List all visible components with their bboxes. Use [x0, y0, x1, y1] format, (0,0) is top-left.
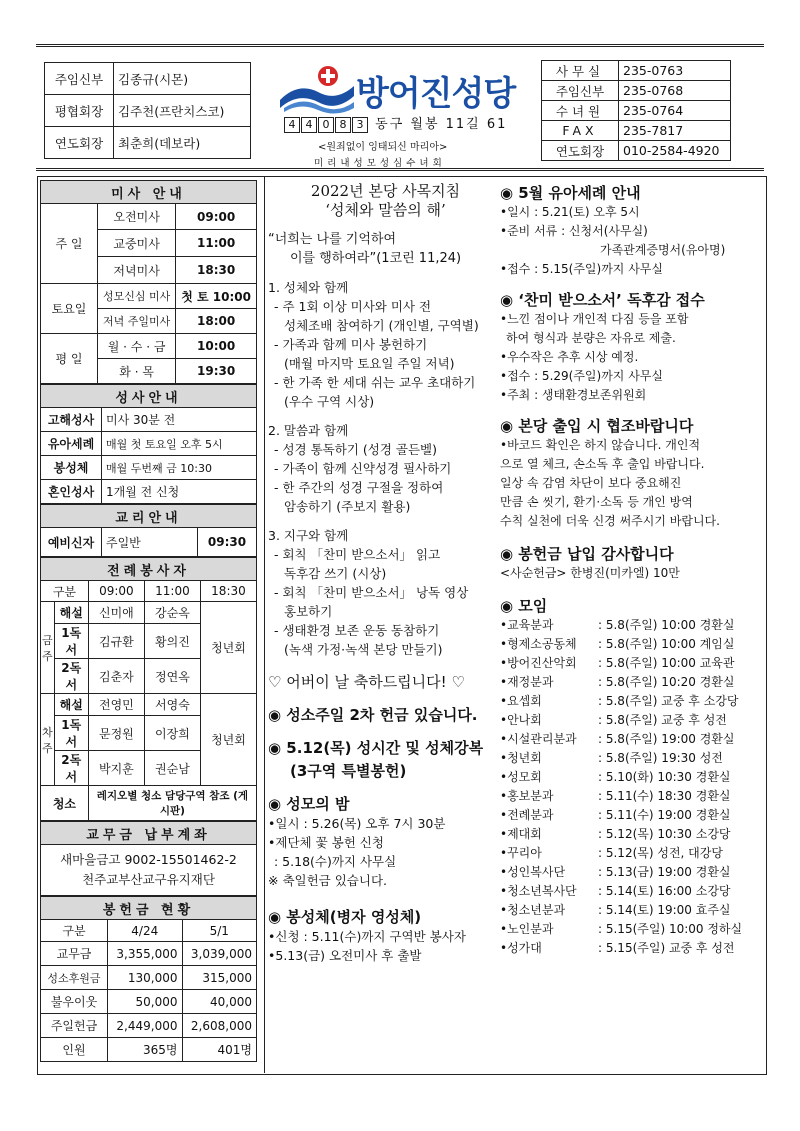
info-line: : 5.18(수)까지 사무실 — [274, 854, 397, 869]
offering-value: 365명 — [108, 1038, 183, 1062]
info-line: 가족관계증명서(유아명) — [600, 243, 726, 257]
sacrament-table — [40, 384, 257, 504]
servers-head: 구분 — [41, 581, 89, 602]
info-line: 으로 열 체크, 손소독 후 출입 바랍니다. — [500, 457, 705, 471]
sacrament-value: 매월 두번째 금 10:30 — [102, 456, 257, 480]
section-heading: 2. 말씀과 함께 — [268, 423, 349, 438]
meeting-row — [500, 692, 760, 711]
thanks-heading: ◉ 봉헌금 납입 감사합니다 — [500, 545, 674, 563]
meeting-info: : 5.11(수) 19:00 경환실 — [598, 808, 731, 822]
mass-name: 저녁 주일미사 — [98, 309, 176, 334]
meeting-row — [500, 939, 760, 958]
meeting-row — [500, 654, 760, 673]
meeting-info: : 5.10(화) 10:30 경환실 — [598, 770, 731, 784]
offering-name: 성소후원금 — [41, 966, 108, 990]
info-line: •접수 : 5.29(주일)까지 사무실 — [500, 369, 663, 383]
meeting-row — [500, 730, 760, 749]
list-item: (매월 마지막 토요일 주일 저녁) — [284, 356, 455, 371]
info-line: <사순헌금> 한병진(미카엘) 10만 — [500, 566, 680, 580]
meeting-name: •청소년복사단 — [500, 884, 577, 898]
essay-heading: ◉ ‘찬미 받으소서’ 독후감 접수 — [500, 291, 705, 309]
offering-table — [40, 896, 257, 1062]
info-line: •바코드 확인은 하지 않습니다. 개인적 — [500, 438, 701, 452]
offering-head: 4/24 — [108, 920, 183, 942]
mass-name: 월 · 수 · 금 — [98, 334, 176, 359]
meeting-name: •안나회 — [500, 713, 542, 727]
meeting-info: : 5.8(주일) 10:00 계임실 — [598, 637, 735, 651]
meeting-name: •재정분과 — [500, 675, 554, 689]
offering-name: 인원 — [41, 1038, 108, 1062]
header-key: 주임신부 — [45, 63, 114, 95]
meeting-row — [500, 920, 760, 939]
meeting-info: : 5.8(주일) 10:00 교육관 — [598, 656, 735, 670]
catechism-title: 교리안내 — [41, 505, 257, 528]
parents-day-notice: ♡ 어버이 날 축하드립니다! ♡ — [268, 673, 465, 691]
offering-name: 주일헌금 — [41, 1014, 108, 1038]
contact-key: 사무실 — [542, 61, 619, 81]
info-line: •주최 : 생태환경보존위원회 — [500, 388, 647, 402]
meeting-name: •홍보분과 — [500, 789, 554, 803]
server-name: 권순남 — [144, 751, 200, 786]
section-list — [268, 545, 503, 659]
meeting-name: •방어진산악회 — [500, 656, 577, 670]
server-name: 서영숙 — [144, 694, 200, 716]
zip-code — [284, 117, 375, 132]
meeting-row — [500, 863, 760, 882]
offering-value: 3,355,000 — [108, 942, 183, 966]
meeting-row — [500, 768, 760, 787]
catechism-table — [40, 504, 257, 557]
meeting-name: •전례분과 — [500, 808, 554, 822]
list-item: 홍보하기 — [284, 604, 333, 619]
contact-value: 235-0764 — [619, 101, 731, 121]
parish-logo — [278, 64, 528, 114]
meeting-name: •청소년분과 — [500, 903, 566, 917]
right-column — [500, 180, 760, 958]
server-name: 박지훈 — [88, 751, 144, 786]
meeting-name: •꾸리아 — [500, 846, 542, 860]
sacrament-value: 1개월 전 신청 — [102, 480, 257, 504]
offering-value: 315,000 — [182, 966, 257, 990]
sacrament-title: 성사안내 — [41, 385, 257, 408]
catechism-name: 예비신자 — [41, 528, 102, 557]
catechism-value: 주일반 — [102, 528, 198, 557]
meeting-info: : 5.8(주일) 10:20 경환실 — [598, 675, 735, 689]
list-item: (우수 구역 시상) — [284, 394, 375, 409]
server-role: 1독서 — [54, 624, 88, 659]
server-evening: 청년회 — [200, 602, 256, 694]
server-role: 2독서 — [54, 751, 88, 786]
sunday-label: 주 일 — [41, 204, 98, 284]
meeting-name: •요셉회 — [500, 694, 542, 708]
sacrament-name: 봉성체 — [41, 456, 102, 480]
holy-hour-notice: ◉ 5.12(목) 성시간 및 성체강복 — [268, 739, 484, 757]
server-name: 김규환 — [88, 624, 144, 659]
address: 동구 월봉 11길 61 — [375, 117, 508, 132]
meeting-info: : 5.8(주일) 교중 후 성전 — [598, 713, 727, 727]
left-column — [40, 180, 257, 1062]
mass-time: 09:00 — [176, 204, 257, 230]
contact-key: 수녀원 — [542, 101, 619, 121]
account-line: 새마을금고 9002-15501462-2 — [60, 852, 237, 867]
quote-line: 이를 행하여라”(1코린 11,24) — [290, 251, 462, 266]
server-evening: 청년회 — [200, 694, 256, 786]
zip-digit: 3 — [352, 117, 368, 133]
meeting-info: : 5.15(주일) 교중 후 성전 — [598, 941, 735, 955]
mass-time: 10:00 — [176, 334, 257, 359]
contact-key: 연도회장 — [542, 141, 619, 161]
info-line: •우수작은 추후 시상 예정. — [500, 350, 639, 364]
offering-value: 401명 — [182, 1038, 257, 1062]
list-item: 독후감 쓰기 (시상) — [284, 566, 387, 581]
offering-value: 130,000 — [108, 966, 183, 990]
meeting-name: •성모회 — [500, 770, 542, 784]
meeting-name: •성가대 — [500, 941, 542, 955]
saturday-label: 토요일 — [41, 284, 98, 334]
server-name: 이장희 — [144, 716, 200, 751]
info-line: •느낀 점이나 개인적 다짐 등을 포함 — [500, 312, 689, 326]
server-name: 강순옥 — [144, 602, 200, 624]
mary-night-heading: ◉ 성모의 밤 — [268, 795, 350, 813]
account-line: 천주교부산교구유지재단 — [82, 872, 215, 887]
server-name: 전영민 — [88, 694, 144, 716]
offering-name: 불우이웃 — [41, 990, 108, 1014]
server-name: 김춘자 — [88, 659, 144, 694]
servers-head: 09:00 — [88, 581, 144, 602]
zip-digit: 0 — [318, 117, 334, 133]
wave-logo-icon — [278, 64, 358, 114]
meeting-row — [500, 882, 760, 901]
meeting-name: •시설관리분과 — [500, 732, 577, 746]
meeting-row — [500, 749, 760, 768]
info-line: 일상 속 감염 차단이 보다 중요해진 — [500, 476, 682, 490]
server-name: 신미애 — [88, 602, 144, 624]
list-item: - 가족과 함께 미사 봉헌하기 — [274, 337, 428, 352]
meeting-info: : 5.8(주일) 교중 후 소강당 — [598, 694, 739, 708]
list-item: - 회칙 「찬미 받으소서」 읽고 — [274, 547, 441, 562]
servers-head: 18:30 — [200, 581, 256, 602]
meeting-name: •노인분과 — [500, 922, 554, 936]
meeting-row — [500, 787, 760, 806]
top-rule — [36, 44, 764, 47]
meeting-row — [500, 825, 760, 844]
header-value: 김주천(프란치스코) — [114, 95, 251, 127]
meeting-row — [500, 673, 760, 692]
next-week-label: 차주 — [41, 694, 55, 786]
info-line: •신청 : 5.11(수)까지 구역반 봉사자 — [268, 929, 466, 944]
sacrament-value: 미사 30분 전 — [102, 408, 257, 432]
meeting-row — [500, 616, 760, 635]
sick-communion-heading: ◉ 봉성체(병자 영성체) — [268, 908, 422, 926]
offering-head: 5/1 — [182, 920, 257, 942]
mass-time: 18:00 — [176, 309, 257, 334]
entry-heading: ◉ 본당 출입 시 협조바랍니다 — [500, 417, 694, 435]
meeting-row — [500, 711, 760, 730]
guideline-subtitle: ‘성체와 말씀의 해’ — [325, 201, 446, 219]
list-item: - 성경 통독하기 (성경 골든벨) — [274, 442, 437, 457]
header-right-table — [541, 60, 731, 161]
clean-label: 청소 — [41, 786, 89, 821]
vocation-notice: ◉ 성소주일 2차 헌금 있습니다. — [268, 706, 478, 724]
clean-value: 레지오별 청소 담당구역 참조 (게시판) — [88, 786, 256, 821]
address-line — [284, 113, 507, 133]
list-item: 암송하기 (주보지 활용) — [284, 499, 411, 514]
meeting-info: : 5.11(수) 18:30 경환실 — [598, 789, 731, 803]
zip-digit: 4 — [284, 117, 300, 133]
sacrament-name: 고해성사 — [41, 408, 102, 432]
header-value: 최춘희(데보라) — [114, 127, 251, 159]
mass-name: 성모신심 미사 — [98, 284, 176, 309]
mass-name: 오전미사 — [98, 204, 176, 230]
meetings-list — [500, 616, 760, 958]
meeting-row — [500, 806, 760, 825]
list-item: (녹색 가정·녹색 본당 만들기) — [284, 642, 443, 657]
meeting-info: : 5.8(주일) 19:30 성전 — [598, 751, 723, 765]
motto-order: 미리내성모성심수녀회 — [314, 158, 446, 169]
meeting-name: •형제소공동체 — [500, 637, 577, 651]
server-role: 해설 — [54, 602, 88, 624]
mass-table — [40, 180, 257, 384]
mass-time: 첫 토 10:00 — [176, 284, 257, 309]
list-item: - 회칙 「찬미 받으소서」 낭독 영상 — [274, 585, 469, 600]
meeting-info: : 5.15(주일) 10:00 정하실 — [598, 922, 743, 936]
info-line: •제단체 꽃 봉헌 신청 — [268, 835, 384, 850]
middle-column — [268, 180, 503, 965]
quote-line: “너희는 나를 기억하여 — [268, 232, 397, 247]
header-rule — [36, 168, 764, 171]
holy-hour-notice: (3구역 특별봉헌) — [290, 762, 407, 780]
meeting-name: •청년회 — [500, 751, 542, 765]
info-line: 수칙 실천에 더욱 신경 써주시기 바랍니다. — [500, 514, 720, 528]
sacrament-name: 유아세례 — [41, 432, 102, 456]
offering-value: 2,449,000 — [108, 1014, 183, 1038]
meeting-info: : 5.14(토) 16:00 소강당 — [598, 884, 731, 898]
account-table — [40, 821, 257, 896]
contact-value: 010-2584-4920 — [619, 141, 731, 161]
offering-head: 구분 — [41, 920, 108, 942]
meeting-name: •교육분과 — [500, 618, 554, 632]
list-item: - 주 1회 이상 미사와 미사 전 — [274, 299, 432, 314]
servers-table — [40, 557, 257, 821]
offering-value: 50,000 — [108, 990, 183, 1014]
meeting-info: : 5.14(토) 19:00 효주실 — [598, 903, 731, 917]
section-heading: 3. 지구와 함께 — [268, 528, 349, 543]
zip-digit: 4 — [301, 117, 317, 133]
offering-value: 2,608,000 — [182, 1014, 257, 1038]
mass-name: 교중미사 — [98, 230, 176, 257]
account-info — [41, 845, 257, 896]
server-role: 2독서 — [54, 659, 88, 694]
meeting-info: : 5.8(주일) 10:00 경환실 — [598, 618, 735, 632]
meeting-info: : 5.8(주일) 19:00 경환실 — [598, 732, 735, 746]
offering-value: 3,039,000 — [182, 942, 257, 966]
info-line: 하여 형식과 분량은 자유로 제출. — [506, 331, 676, 345]
meeting-info: : 5.13(금) 19:00 경환실 — [598, 865, 731, 879]
meeting-row — [500, 635, 760, 654]
server-role: 해설 — [54, 694, 88, 716]
server-role: 1독서 — [54, 716, 88, 751]
section-heading: 1. 성체와 함께 — [268, 280, 349, 295]
meeting-name: •제대회 — [500, 827, 542, 841]
servers-head: 11:00 — [144, 581, 200, 602]
info-line: •5.13(금) 오전미사 후 출발 — [268, 948, 422, 963]
mass-title: 미사 안내 — [41, 181, 257, 204]
info-line: •접수 : 5.15(주일)까지 사무실 — [500, 262, 663, 276]
baptism-heading: ◉ 5월 유아세례 안내 — [500, 184, 641, 202]
sacrament-value: 매월 첫 토요일 오후 5시 — [102, 432, 257, 456]
meeting-row — [500, 844, 760, 863]
motto: <원죄없이 잉태되신 마리아> — [318, 142, 448, 153]
contact-value: 235-0763 — [619, 61, 731, 81]
contact-key: 주임신부 — [542, 81, 619, 101]
servers-title: 전례봉사자 — [41, 558, 257, 581]
offering-name: 교무금 — [41, 942, 108, 966]
contact-key: FAX — [542, 121, 619, 141]
meeting-info: : 5.12(목) 성전, 대강당 — [598, 846, 723, 860]
parish-name: 방어진성당 — [356, 74, 516, 114]
header-value: 김종규(시몬) — [114, 63, 251, 95]
meeting-row — [500, 901, 760, 920]
list-item: - 생태환경 보존 운동 동참하기 — [274, 623, 440, 638]
meeting-name: •성인복사단 — [500, 865, 566, 879]
server-name: 정연옥 — [144, 659, 200, 694]
section-list — [268, 297, 503, 411]
info-line: 만큼 손 씻기, 환기·소독 등 개인 방역 — [500, 495, 693, 509]
sacrament-name: 혼인성사 — [41, 480, 102, 504]
meeting-info: : 5.12(목) 10:30 소강당 — [598, 827, 731, 841]
offering-title: 봉헌금 현황 — [41, 897, 257, 920]
list-item: - 한 주간의 성경 구절을 정하여 — [274, 480, 444, 495]
info-line: •일시 : 5.21(토) 오후 5시 — [500, 205, 640, 219]
contact-value: 235-0768 — [619, 81, 731, 101]
info-line: •일시 : 5.26(목) 오후 7시 30분 — [268, 816, 446, 831]
weekday-label: 평 일 — [41, 334, 98, 384]
mass-time: 19:30 — [176, 359, 257, 384]
zip-digit: 8 — [335, 117, 351, 133]
header-left-table — [44, 62, 251, 159]
offering-value: 40,000 — [182, 990, 257, 1014]
list-item: 성체조배 참여하기 (개인별, 구역별) — [284, 318, 479, 333]
info-line: ※ 축일헌금 있습니다. — [268, 873, 387, 888]
meetings-heading: ◉ 모임 — [500, 597, 548, 615]
this-week-label: 금주 — [41, 602, 55, 694]
account-title: 교무금 납부계좌 — [41, 822, 257, 845]
catechism-time: 09:30 — [198, 528, 257, 557]
info-line: •준비 서류 : 신청서(사무실) — [500, 224, 648, 238]
contact-value: 235-7817 — [619, 121, 731, 141]
column-divider — [264, 176, 265, 1073]
mass-time: 18:30 — [176, 257, 257, 284]
mass-time: 11:00 — [176, 230, 257, 257]
guideline-title: 2022년 본당 사목지침 — [310, 182, 461, 200]
section-list — [268, 440, 503, 516]
list-item: - 가족이 함께 신약성경 필사하기 — [274, 461, 452, 476]
header-key: 연도회장 — [45, 127, 114, 159]
mass-name: 저녁미사 — [98, 257, 176, 284]
list-item: - 한 가족 한 세대 쉬는 교우 초대하기 — [274, 375, 476, 390]
server-name: 문정원 — [88, 716, 144, 751]
server-name: 황의진 — [144, 624, 200, 659]
header-key: 평협회장 — [45, 95, 114, 127]
mass-name: 화 · 목 — [98, 359, 176, 384]
